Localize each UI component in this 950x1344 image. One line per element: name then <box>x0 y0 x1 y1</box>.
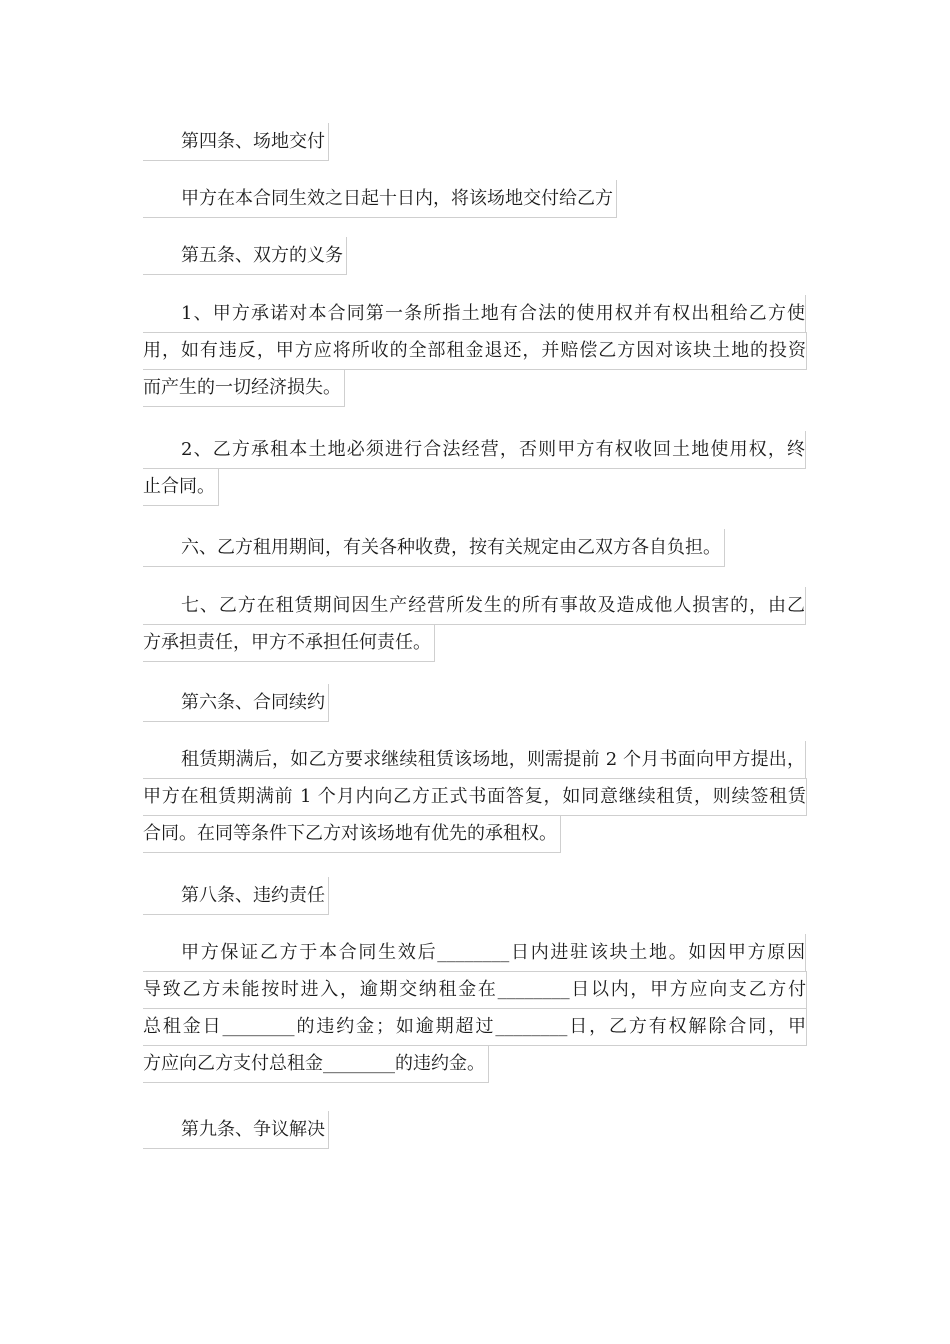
article-6-heading <box>143 684 807 721</box>
article-8-title: 第八条、违约责任 <box>143 877 329 915</box>
article-9-title: 第九条、争议解决 <box>143 1111 329 1149</box>
article-6-body <box>143 741 807 852</box>
article-5-title: 第五条、双方的义务 <box>143 237 347 275</box>
paragraph-line: 导致乙方未能按时进入，逾期交纳租金在________日以内，甲方应向支乙方付 <box>143 971 807 1009</box>
paragraph-line: 而产生的一切经济损失。 <box>143 369 345 407</box>
paragraph-line: 总租金日________的违约金；如逾期超过________日，乙方有权解除合同，甲 <box>143 1008 807 1046</box>
article-5-item-2 <box>143 431 807 505</box>
paragraph-line: 合同。在同等条件下乙方对该场地有优先的承租权。 <box>143 815 561 853</box>
paragraph-line: 方应向乙方支付总租金________的违约金。 <box>143 1045 489 1083</box>
paragraph-line: 用，如有违反，甲方应将所收的全部租金退还，并赔偿乙方因对该块土地的投资 <box>143 332 807 370</box>
article-4-body <box>143 180 807 217</box>
article-5-item-1 <box>143 295 807 406</box>
paragraph-line: 甲方在本合同生效之日起十日内，将该场地交付给乙方 <box>143 180 617 218</box>
article-6-title: 第六条、合同续约 <box>143 684 329 722</box>
article-4-heading <box>143 123 807 160</box>
paragraph-line: 租赁期满后，如乙方要求继续租赁该场地，则需提前 2 个月书面向甲方提出， <box>143 741 806 779</box>
article-8-body <box>143 934 807 1082</box>
paragraph-line: 七、乙方在租赁期间因生产经营所发生的所有事故及造成他人损害的，由乙 <box>143 587 806 625</box>
paragraph-line: 止合同。 <box>143 468 219 506</box>
item-6 <box>143 529 807 566</box>
article-4-title: 第四条、场地交付 <box>143 123 329 161</box>
paragraph-line: 1、甲方承诺对本合同第一条所指土地有合法的使用权并有权出租给乙方使 <box>143 295 806 333</box>
item-7 <box>143 587 807 661</box>
paragraph-line: 甲方在租赁期满前 1 个月内向乙方正式书面答复，如同意继续租赁，则续签租赁 <box>143 778 807 816</box>
paragraph-line: 甲方保证乙方于本合同生效后________日内进驻该块土地。如因甲方原因 <box>143 934 806 972</box>
article-9-heading <box>143 1111 807 1148</box>
paragraph-line: 方承担责任，甲方不承担任何责任。 <box>143 624 435 662</box>
article-5-heading <box>143 237 807 274</box>
article-8-heading <box>143 877 807 914</box>
paragraph-line: 2、乙方承租本土地必须进行合法经营，否则甲方有权收回土地使用权，终 <box>143 431 806 469</box>
paragraph-line: 六、乙方租用期间，有关各种收费，按有关规定由乙双方各自负担。 <box>143 529 725 567</box>
